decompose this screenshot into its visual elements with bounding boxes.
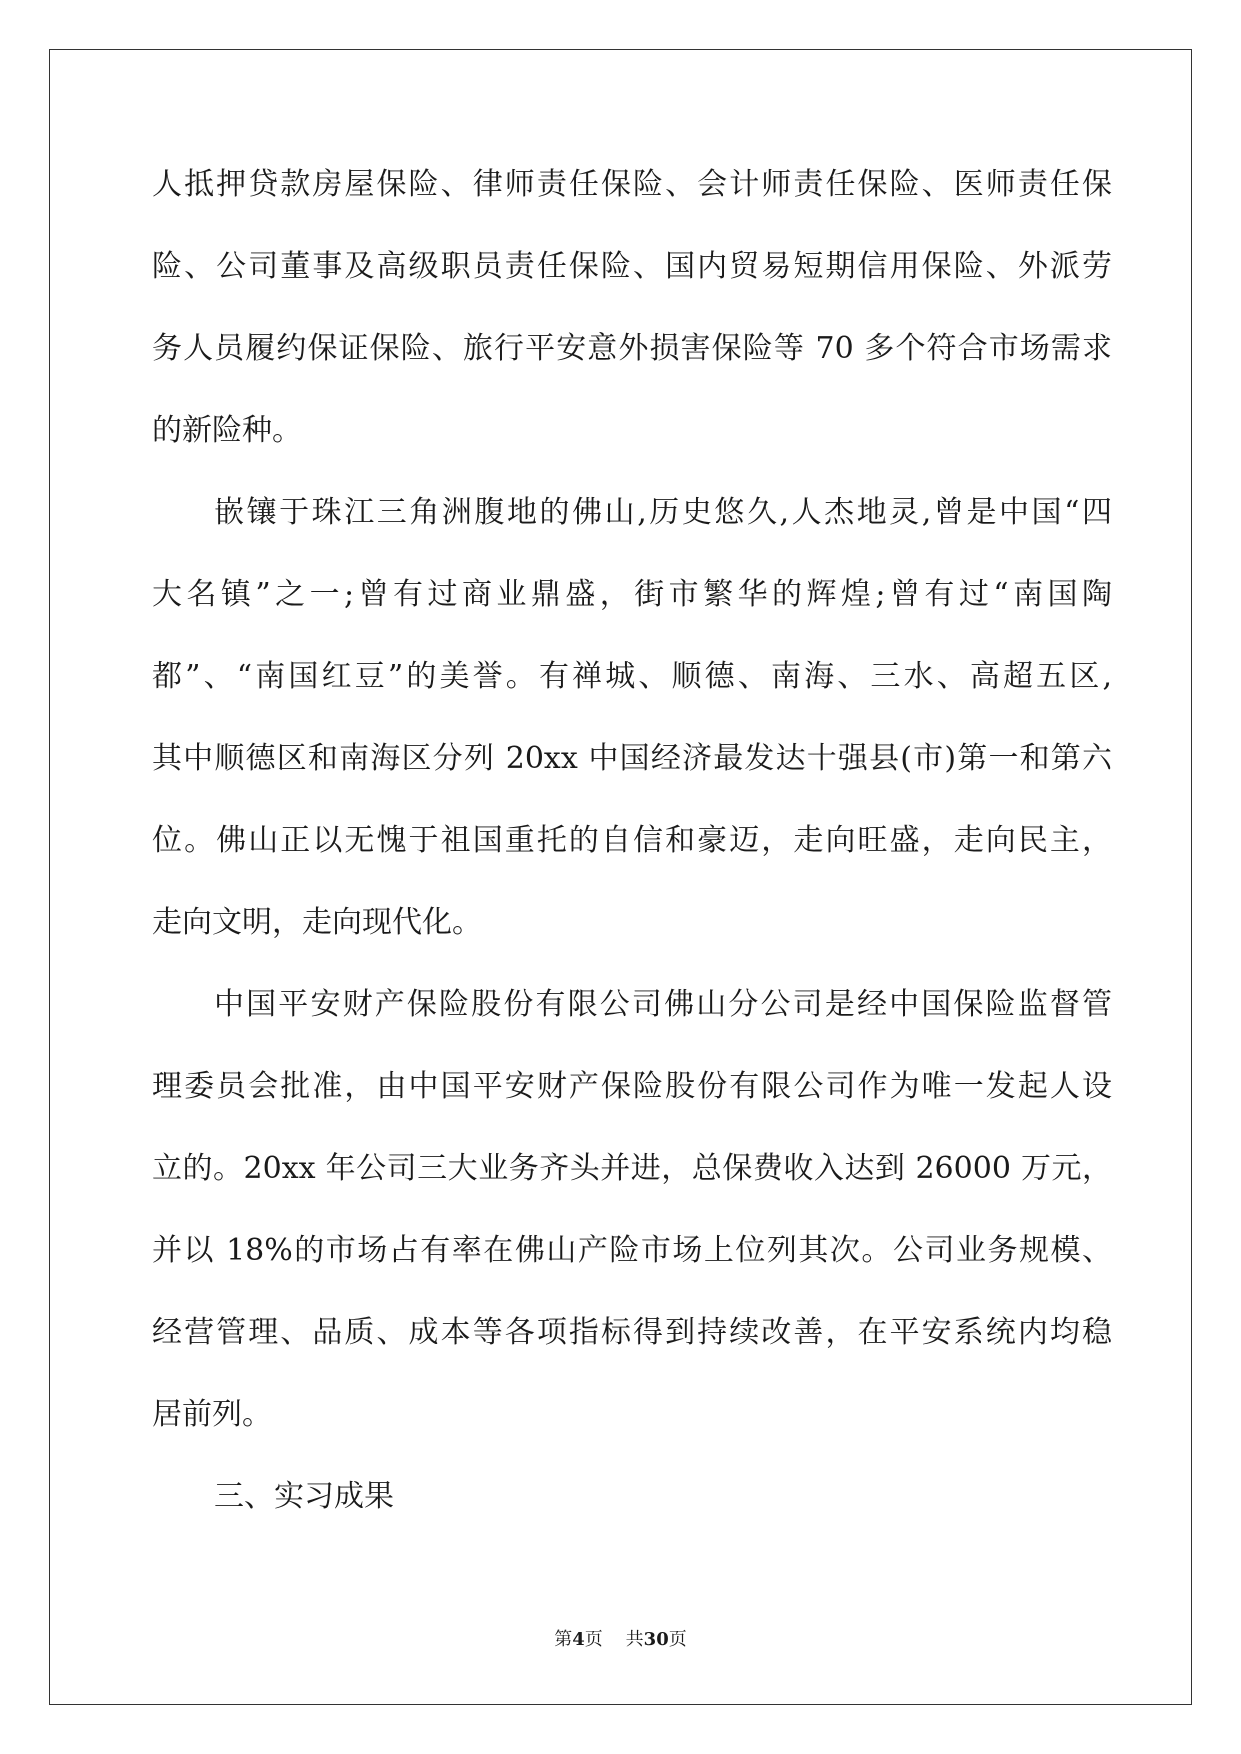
text-line: 立的。20xx 年公司三大业务齐头并进，总保费收入达到 26000 万元，	[152, 1151, 1112, 1186]
text-line: 的新险种。	[152, 413, 302, 448]
text-line: 经营管理、品质、成本等各项指标得到持续改善，在平安系统内均稳	[152, 1315, 1112, 1350]
text-line: 位。佛山正以无愧于祖国重托的自信和豪迈，走向旺盛，走向民主，	[152, 823, 1112, 858]
page-number: 4	[572, 1629, 585, 1650]
footer-mid: 页 共	[584, 1629, 644, 1650]
text-line: 大名镇”之一;曾有过商业鼎盛，街市繁华的辉煌;曾有过“南国陶	[152, 577, 1112, 612]
text-line: 居前列。	[152, 1397, 272, 1432]
text-line: 理委员会批准，由中国平安财产保险股份有限公司作为唯一发起人设	[152, 1069, 1112, 1104]
total-pages: 30	[643, 1629, 669, 1650]
text-line: 并以 18%的市场占有率在佛山产险市场上位列其次。公司业务规模、	[152, 1233, 1112, 1268]
footer-prefix: 第	[554, 1629, 573, 1650]
footer-suffix: 页	[668, 1629, 687, 1650]
text-line: 中国平安财产保险股份有限公司佛山分公司是经中国保险监督管	[214, 987, 1112, 1022]
text-line: 都”、“南国红豆”的美誉。有禅城、顺德、南海、三水、高超五区,	[152, 659, 1112, 694]
text-line: 务人员履约保证保险、旅行平安意外损害保险等 70 多个符合市场需求	[152, 331, 1112, 366]
text-line: 走向文明，走向现代化。	[152, 905, 482, 940]
document-body	[152, 160, 1112, 1554]
page-footer	[0, 1628, 1241, 1652]
text-line: 其中顺德区和南海区分列 20xx 中国经济最发达十强县(市)第一和第六	[152, 741, 1112, 776]
section-heading: 三、实习成果	[214, 1479, 394, 1514]
text-line: 人抵押贷款房屋保险、律师责任保险、会计师责任保险、医师责任保	[152, 167, 1112, 202]
text-line: 险、公司董事及高级职员责任保险、国内贸易短期信用保险、外派劳	[152, 249, 1112, 284]
text-line: 嵌镶于珠江三角洲腹地的佛山,历史悠久,人杰地灵,曾是中国“四	[214, 495, 1112, 530]
